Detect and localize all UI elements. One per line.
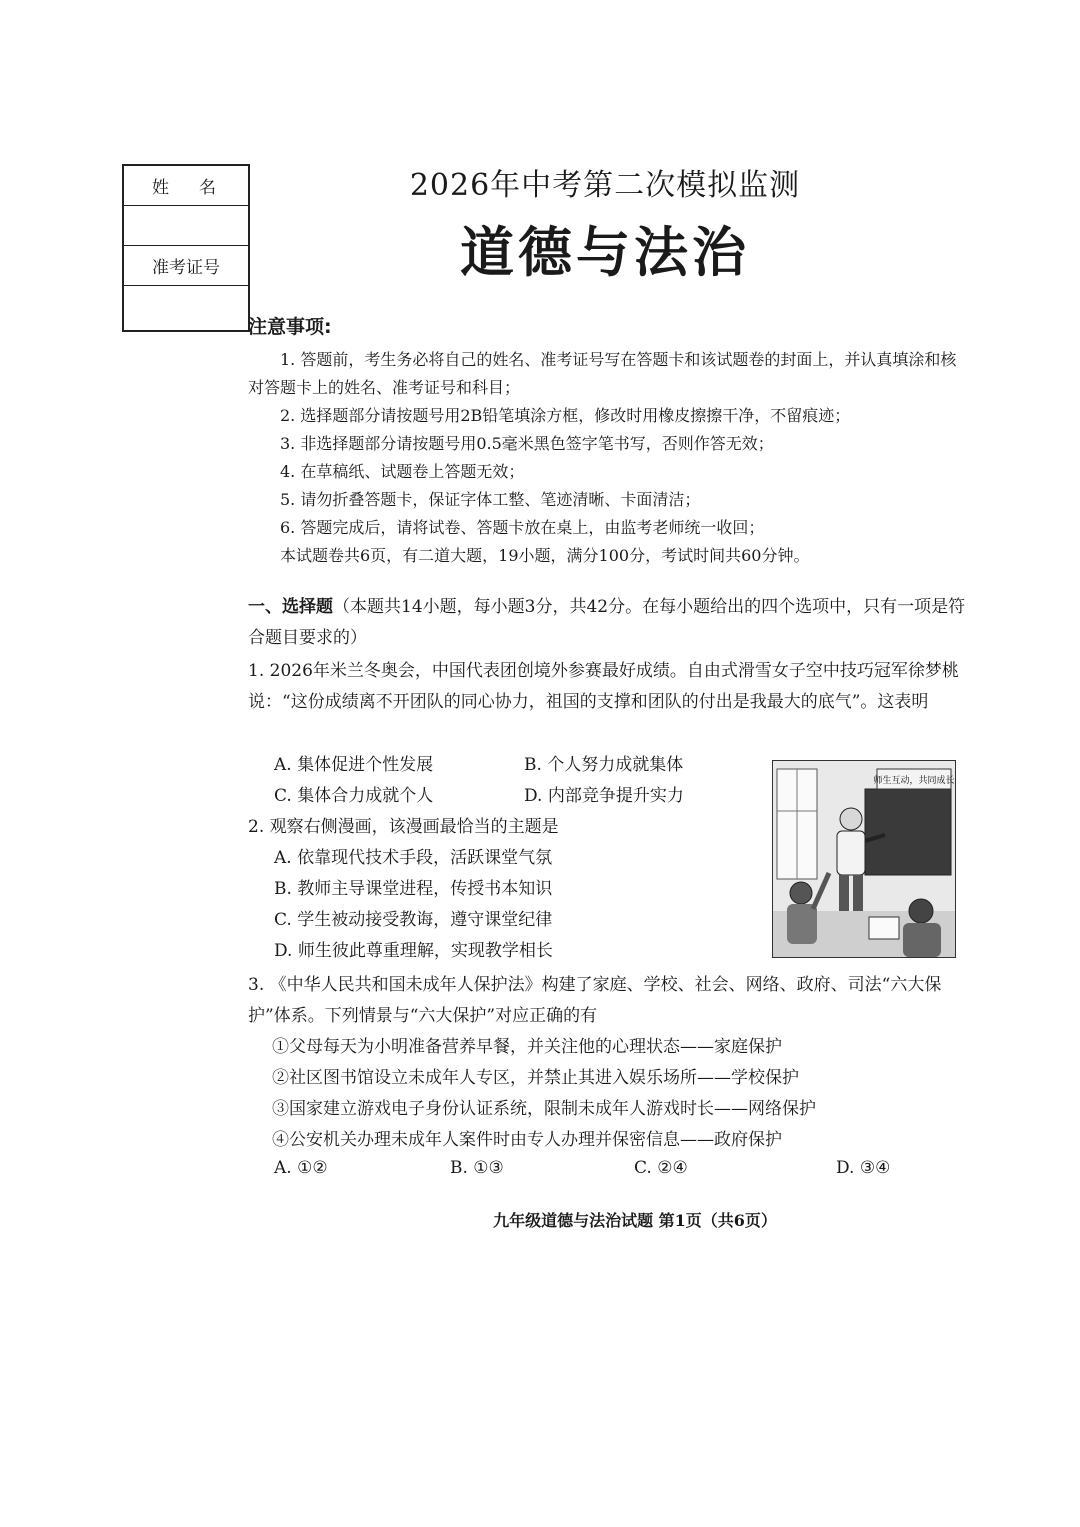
notice-item: 5. 请勿折叠答题卡，保证字体工整、笔迹清晰、卡面清洁； [280, 490, 701, 509]
section-one-header [248, 592, 970, 654]
question-2-stem: 2. 观察右侧漫画，该漫画最恰当的主题是 [248, 817, 559, 837]
q3-statement: ③国家建立游戏电子身份认证系统，限制未成年人游戏时长——网络保护 [272, 1099, 816, 1119]
question-3-stem: 3. 《中华人民共和国未成年人保护法》构建了家庭、学校、社会、网络、政府、司法“六大保护”体系。下列情景与“六大保护”对应正确的有 [248, 975, 942, 1026]
q2-option-d[interactable]: D. 师生彼此尊重理解，实现教学相长 [274, 941, 553, 961]
comic-banner-text: 师生互动，共同成长 [873, 776, 955, 786]
question-1-stem: 1. 2026年米兰冬奥会，中国代表团创境外参赛最好成绩。自由式滑雪女子空中技巧冠军徐梦桃说：“这份成绩离不开团队的同心协力，祖国的支撑和团队的付出是我最大的底气”。这表明 [248, 661, 959, 712]
notice-item: 4. 在草稿纸、试题卷上答题无效； [280, 462, 525, 481]
question-3 [248, 970, 970, 1156]
notice-item: 6. 答题完成后，请将试卷、答题卡放在桌上，由监考老师统一收回； [280, 518, 765, 537]
q3-statement: ①父母每天为小明准备营养早餐，并关注他的心理状态——家庭保护 [272, 1037, 782, 1057]
exam-title: 2026年中考第二次模拟监测 [409, 168, 801, 203]
notice-heading: 注意事项: [248, 316, 332, 338]
q3-option-d[interactable]: D. ③④ [836, 1158, 891, 1178]
notice-list [248, 346, 968, 570]
question-2 [248, 812, 748, 967]
q3-option-a[interactable]: A. ①② [274, 1158, 328, 1178]
exam-id-field[interactable] [124, 286, 248, 326]
notice-item: 3. 非选择题部分请按题号用0.5毫米黑色签字笔书写，否则作答无效； [280, 434, 774, 453]
q1-option-c[interactable]: C. 集体合力成就个人 [274, 786, 434, 806]
q1-option-a[interactable]: A. 集体促进个性发展 [274, 755, 434, 775]
notice-summary: 本试题卷共6页，有二道大题，19小题，满分100分，考试时间共60分钟。 [280, 546, 810, 565]
name-label: 姓名 [124, 166, 248, 206]
notice-item: 1. 答题前，考生务必将自己的姓名、准考证号写在答题卡和该试题卷的封面上，并认真填涂和核对答题卡上的姓名、准考证号和科目； [248, 350, 957, 397]
q1-option-d[interactable]: D. 内部竞争提升实力 [524, 786, 684, 806]
notice-item: 2. 选择题部分请按题号用2B铅笔填涂方框，修改时用橡皮擦擦干净，不留痕迹； [280, 406, 851, 425]
exam-id-label: 准考证号 [124, 246, 248, 286]
q2-option-c[interactable]: C. 学生被动接受教诲，遵守课堂纪律 [274, 910, 553, 930]
classroom-comic-image [772, 760, 956, 958]
subject-title: 道德与法治 [460, 221, 750, 284]
q3-statement: ②社区图书馆设立未成年人专区，并禁止其进入娱乐场所——学校保护 [272, 1068, 799, 1088]
q2-option-b[interactable]: B. 教师主导课堂进程，传授书本知识 [274, 879, 553, 899]
q1-option-b[interactable]: B. 个人努力成就集体 [524, 755, 684, 775]
q3-option-b[interactable]: B. ①③ [450, 1158, 504, 1178]
q3-statement: ④公安机关办理未成年人案件时由专人办理并保密信息——政府保护 [272, 1130, 782, 1150]
section-one-description: （本题共14小题，每小题3分，共42分。在每小题给出的四个选项中，只有一项是符合题目要求的） [248, 597, 966, 648]
page-footer: 九年级道德与法治试题 第1页（共6页） [493, 1211, 777, 1230]
section-one-title: 一、选择题 [248, 597, 333, 617]
q3-option-c[interactable]: C. ②④ [634, 1158, 688, 1178]
q2-option-a[interactable]: A. 依靠现代技术手段，活跃课堂气氛 [274, 848, 553, 868]
question-3-options [248, 1153, 970, 1184]
